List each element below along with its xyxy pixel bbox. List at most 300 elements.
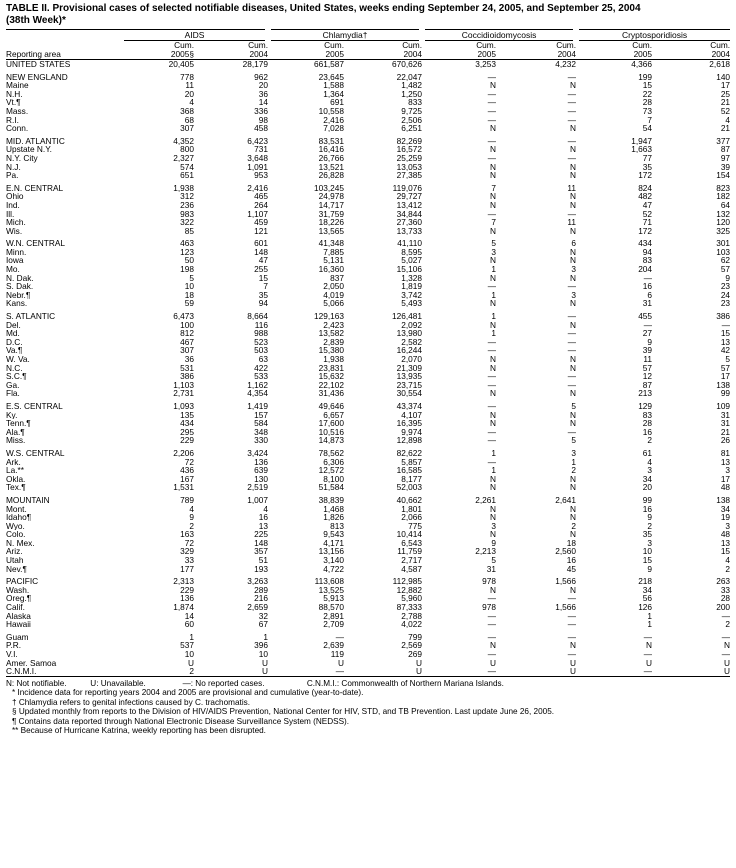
- value-cell: 467: [180, 337, 194, 347]
- value-cell: 978: [482, 577, 497, 586]
- reporting-area-cell: Md.: [6, 329, 20, 338]
- value-cell: 2: [647, 436, 653, 445]
- footnote: § Updated monthly from reports to the Division of HIV/AIDS Prevention, National Center for HIV, STD, and TB Prevention. Last update June 26, 2005.: [12, 707, 555, 717]
- table-row: [6, 124, 730, 133]
- value-cell: 1,093: [173, 401, 194, 411]
- value-cell: 434: [638, 239, 653, 248]
- header-corner: [6, 30, 124, 41]
- value-cell: 368: [180, 106, 194, 116]
- table-row: [6, 556, 730, 565]
- value-cell: —: [487, 401, 497, 411]
- value-cell: 9: [647, 513, 653, 522]
- table-body: [6, 60, 730, 677]
- value-cell: 49,646: [318, 401, 344, 411]
- value-cell: 2,560: [555, 547, 577, 557]
- value-cell: U: [344, 667, 422, 676]
- table-row: [6, 364, 730, 373]
- reporting-area-cell: C.N.M.I.: [6, 667, 124, 676]
- reporting-area-cell: Mich.: [6, 218, 26, 227]
- value-cell: 4: [263, 504, 268, 514]
- table-row: [6, 381, 730, 390]
- column-header-line1: Cum.: [632, 40, 653, 50]
- value-cell: 9: [647, 564, 653, 574]
- value-cell: N: [570, 247, 577, 257]
- value-cell: 1,531: [173, 483, 194, 492]
- table-row: [6, 667, 730, 676]
- column-header: [496, 41, 576, 60]
- table-row: [6, 73, 730, 82]
- value-cell: 983: [180, 209, 194, 219]
- value-cell: 10: [184, 650, 194, 659]
- value-cell: 40,662: [396, 495, 423, 505]
- value-cell: 9,725: [401, 106, 423, 116]
- value-cell: 20,405: [168, 59, 194, 69]
- group-header-row: [6, 30, 730, 41]
- value-cell: —: [567, 153, 577, 163]
- value-cell: —: [567, 136, 577, 146]
- table-row: [6, 458, 730, 467]
- reporting-area-cell: Miss.: [6, 436, 26, 445]
- value-cell: U: [490, 658, 497, 668]
- value-cell: N: [570, 226, 577, 236]
- value-cell: 14: [258, 98, 268, 107]
- value-cell: 2: [647, 521, 653, 531]
- value-cell: 2,213: [475, 547, 497, 557]
- column-header-line1: Cum.: [402, 40, 423, 50]
- value-cell: 1,162: [247, 380, 268, 390]
- value-cell: N: [646, 641, 653, 650]
- value-cell: 8,664: [247, 312, 268, 321]
- value-cell: 85: [184, 226, 194, 236]
- table-row: [6, 522, 730, 531]
- value-cell: 57: [642, 363, 653, 373]
- value-cell: —: [721, 632, 731, 642]
- value-cell: 15: [642, 556, 653, 565]
- reporting-area-cell: N. Dak.: [6, 273, 34, 283]
- value-cell: 135: [180, 410, 194, 420]
- value-cell: 47: [642, 200, 653, 210]
- reporting-area-cell: Wash.: [6, 585, 30, 595]
- value-cell: —: [487, 620, 497, 629]
- value-cell: 9: [725, 273, 731, 283]
- value-cell: 34: [642, 585, 653, 595]
- value-cell: 978: [482, 603, 497, 612]
- table-row: [6, 483, 730, 492]
- column-header-line1: Cum.: [556, 40, 577, 50]
- value-cell: 5,131: [323, 256, 344, 266]
- value-cell: —: [567, 380, 577, 390]
- value-cell: 459: [254, 218, 268, 227]
- value-cell: —: [643, 320, 653, 330]
- value-cell: 43,374: [396, 401, 423, 411]
- value-cell: 27,385: [396, 171, 423, 180]
- column-header: [422, 41, 496, 60]
- value-cell: 36: [184, 355, 194, 364]
- value-cell: —: [567, 620, 577, 629]
- value-cell: 13,521: [318, 162, 344, 172]
- value-cell: 691: [330, 98, 344, 107]
- value-cell: 15: [720, 547, 731, 557]
- value-cell: 17: [720, 474, 731, 484]
- column-header-line2: 2005: [633, 49, 653, 59]
- reporting-area-cell: Alaska: [6, 611, 31, 621]
- value-cell: 25,259: [396, 153, 423, 163]
- value-cell: 236: [180, 200, 194, 210]
- table-row: [6, 389, 730, 398]
- column-header-line2: 2005§: [170, 49, 194, 59]
- value-cell: 7: [491, 218, 497, 227]
- value-cell: —: [721, 320, 731, 330]
- value-cell: 97: [720, 153, 731, 163]
- value-cell: 325: [716, 226, 731, 236]
- value-cell: 3,253: [475, 59, 497, 69]
- value-cell: 11: [643, 355, 653, 364]
- value-cell: 15,380: [318, 346, 344, 355]
- value-cell: 6: [571, 239, 577, 248]
- table-row: [6, 256, 730, 265]
- value-cell: U: [338, 658, 344, 668]
- reporting-area-cell: Hawaii: [6, 620, 31, 629]
- reporting-area-cell: Pa.: [6, 171, 19, 180]
- value-cell: 16: [642, 282, 653, 291]
- value-cell: 94: [642, 247, 653, 257]
- value-cell: —: [487, 72, 497, 82]
- value-cell: 18,226: [318, 218, 344, 227]
- value-cell: N: [490, 363, 497, 373]
- value-cell: 28,179: [242, 59, 268, 69]
- value-cell: 35: [258, 290, 268, 300]
- table-row: [6, 565, 730, 574]
- value-cell: 45: [566, 564, 577, 574]
- value-cell: 269: [408, 650, 423, 659]
- value-cell: N: [490, 192, 497, 201]
- value-cell: 148: [254, 247, 268, 257]
- value-cell: 778: [180, 72, 194, 82]
- value-cell: 13,935: [396, 372, 423, 381]
- value-cell: —: [567, 282, 577, 291]
- value-cell: 1: [491, 329, 497, 338]
- table-row: [6, 282, 730, 291]
- reporting-area-cell: R.I.: [6, 115, 19, 125]
- reporting-area-cell: Ga.: [6, 380, 20, 390]
- value-cell: 7,028: [323, 124, 344, 133]
- table-row: [6, 274, 730, 283]
- value-cell: 13: [720, 538, 731, 548]
- value-cell: 823: [716, 183, 731, 193]
- value-cell: 6,423: [247, 136, 268, 146]
- value-cell: N: [570, 474, 577, 484]
- value-cell: 27,360: [396, 218, 423, 227]
- value-cell: 2,569: [401, 641, 423, 650]
- value-cell: 163: [180, 530, 194, 539]
- value-cell: 83: [642, 256, 653, 266]
- value-cell: 59: [184, 299, 194, 309]
- reporting-area-cell: Nebr.¶: [6, 290, 31, 300]
- value-cell: 20: [642, 483, 653, 492]
- reporting-area-cell: W.S. CENTRAL: [6, 448, 65, 458]
- value-cell: 54: [642, 124, 653, 133]
- value-cell: 24: [720, 290, 731, 300]
- value-cell: —: [643, 273, 653, 283]
- value-cell: 109: [716, 401, 731, 411]
- value-cell: N: [570, 320, 577, 330]
- value-cell: 73: [642, 106, 653, 116]
- reporting-area-cell: Amer. Samoa: [6, 658, 57, 668]
- table-row: [6, 98, 730, 107]
- value-cell: 61: [642, 448, 653, 458]
- value-cell: 27: [642, 329, 653, 338]
- value-cell: 13,412: [396, 200, 423, 210]
- value-cell: 48: [720, 530, 731, 539]
- value-cell: 121: [254, 226, 268, 236]
- value-cell: 396: [254, 641, 268, 650]
- value-cell: U: [570, 658, 577, 668]
- value-cell: 16,360: [318, 265, 344, 274]
- value-cell: 1,819: [401, 282, 423, 291]
- table-footer: [6, 679, 730, 736]
- value-cell: 23: [720, 299, 731, 309]
- value-cell: 198: [180, 265, 194, 274]
- value-cell: 15,106: [396, 265, 423, 274]
- value-cell: —: [268, 667, 344, 676]
- value-cell: 503: [254, 346, 268, 355]
- value-cell: 5: [725, 355, 731, 364]
- value-cell: —: [487, 594, 497, 604]
- footnote: ** Because of Hurricane Katrina, weekly reporting has been disrupted.: [12, 726, 266, 736]
- value-cell: 533: [254, 372, 268, 381]
- value-cell: 13: [720, 457, 731, 467]
- value-cell: 4: [647, 457, 653, 467]
- column-header-line2: 2004: [557, 49, 577, 59]
- value-cell: 523: [254, 337, 268, 347]
- value-cell: 23: [720, 282, 731, 291]
- reporting-area-cell: Mass.: [6, 106, 29, 116]
- legend-not-notifiable: N: Not notifiable.: [6, 678, 67, 688]
- value-cell: 11: [567, 218, 577, 227]
- value-cell: 2,641: [555, 495, 577, 505]
- value-cell: 28: [642, 98, 653, 107]
- value-cell: 33: [720, 585, 731, 595]
- value-cell: N: [570, 641, 577, 650]
- reporting-area-cell: E.N. CENTRAL: [6, 183, 64, 193]
- value-cell: 2: [571, 521, 577, 531]
- value-cell: N: [570, 192, 577, 201]
- value-cell: 38,839: [318, 495, 344, 505]
- value-cell: 8,595: [401, 247, 423, 257]
- value-cell: 962: [254, 72, 268, 82]
- value-cell: 3: [647, 466, 653, 475]
- value-cell: 129: [638, 401, 653, 411]
- table-row: [6, 475, 730, 484]
- value-cell: N: [570, 124, 577, 133]
- value-cell: N: [490, 355, 497, 364]
- value-cell: —: [567, 594, 577, 604]
- reporting-area-cell: Colo.: [6, 530, 26, 539]
- value-cell: 2,206: [173, 448, 194, 458]
- value-cell: 601: [254, 239, 268, 248]
- table-row: [6, 90, 730, 99]
- value-cell: N: [490, 513, 497, 522]
- value-cell: 799: [408, 632, 423, 642]
- value-cell: 229: [180, 436, 194, 445]
- value-cell: 18: [184, 290, 194, 300]
- value-cell: 2: [571, 466, 577, 475]
- value-cell: 99: [720, 389, 731, 398]
- value-cell: 172: [638, 226, 653, 236]
- value-cell: 1,588: [323, 81, 344, 90]
- value-cell: 22,102: [318, 380, 344, 390]
- table-row: [6, 419, 730, 428]
- value-cell: 2,659: [247, 603, 268, 612]
- value-cell: 5: [189, 273, 194, 283]
- value-cell: 51,584: [318, 483, 344, 492]
- reporting-area-cell: Conn.: [6, 124, 29, 133]
- value-cell: N: [570, 483, 577, 492]
- value-cell: 789: [180, 495, 194, 505]
- column-header: [194, 41, 268, 60]
- value-cell: 15,632: [318, 372, 344, 381]
- reporting-area-cell: Del.: [6, 320, 21, 330]
- value-cell: 28: [642, 419, 653, 428]
- value-cell: N: [570, 513, 577, 522]
- reporting-area-cell: Fla.: [6, 389, 20, 398]
- value-cell: 2,709: [323, 620, 344, 629]
- value-cell: 336: [254, 106, 268, 116]
- value-cell: 13: [258, 521, 268, 531]
- table-row: [6, 547, 730, 556]
- value-cell: 10,558: [318, 106, 344, 116]
- value-cell: 132: [716, 209, 731, 219]
- table-row: [6, 248, 730, 257]
- value-cell: 4,019: [323, 290, 344, 300]
- footnote: * Incidence data for reporting years 2004 and 2005 are provisional and cumulative (year-to-date).: [12, 688, 364, 698]
- reporting-area-cell: Maine: [6, 81, 29, 90]
- column-header-line2: 2005: [325, 49, 344, 59]
- value-cell: 2,788: [401, 611, 423, 621]
- value-cell: 103: [716, 247, 731, 257]
- value-cell: 2,582: [401, 337, 423, 347]
- value-cell: 20: [184, 89, 194, 99]
- table-row: [6, 184, 730, 193]
- value-cell: 574: [180, 162, 194, 172]
- column-header-line1: Cum.: [324, 40, 344, 50]
- value-cell: 13,053: [396, 162, 423, 172]
- reporting-area-cell: Ariz.: [6, 547, 23, 557]
- value-cell: 154: [716, 171, 731, 180]
- value-cell: —: [567, 650, 577, 659]
- value-cell: 312: [180, 192, 194, 201]
- value-cell: U: [646, 658, 653, 668]
- value-cell: 112,985: [392, 577, 423, 586]
- value-cell: —: [335, 632, 344, 642]
- table-row: [6, 210, 730, 219]
- value-cell: 68: [184, 115, 194, 125]
- value-cell: N: [490, 171, 497, 180]
- value-cell: 377: [716, 136, 731, 146]
- value-cell: 2,519: [247, 483, 268, 492]
- value-cell: 1,103: [173, 380, 194, 390]
- value-cell: 3,424: [247, 448, 268, 458]
- value-cell: —: [487, 106, 497, 116]
- table-row: [6, 60, 730, 69]
- value-cell: 1,419: [247, 401, 268, 411]
- column-header-line1: Cum.: [174, 40, 194, 50]
- value-cell: 14,717: [318, 200, 344, 210]
- value-cell: 357: [254, 547, 268, 557]
- column-header: [124, 41, 194, 60]
- value-cell: 2,423: [323, 320, 344, 330]
- value-cell: U: [724, 658, 731, 668]
- value-cell: 39: [720, 162, 731, 172]
- table-row: [6, 620, 730, 629]
- value-cell: 824: [638, 183, 653, 193]
- value-cell: 100: [180, 320, 194, 330]
- value-cell: 1: [491, 448, 497, 458]
- value-cell: 13,582: [318, 329, 344, 338]
- table-row: [6, 466, 730, 475]
- value-cell: —: [487, 98, 497, 107]
- value-cell: 34: [642, 474, 653, 484]
- value-cell: 2: [725, 564, 731, 574]
- value-cell: —: [567, 106, 577, 116]
- value-cell: 1: [647, 611, 653, 621]
- value-cell: 2,327: [173, 153, 194, 163]
- value-cell: 1,482: [401, 81, 423, 90]
- value-cell: U: [652, 667, 730, 676]
- column-header-line1: Cum.: [248, 40, 268, 50]
- value-cell: 10: [258, 650, 268, 659]
- value-cell: 81: [720, 448, 731, 458]
- value-cell: 23,645: [318, 72, 344, 82]
- value-cell: —: [487, 282, 497, 291]
- value-cell: 3: [491, 521, 497, 531]
- value-cell: 67: [258, 620, 268, 629]
- value-cell: 136: [254, 457, 268, 467]
- value-cell: 119,076: [392, 183, 423, 193]
- value-cell: 13,525: [318, 585, 344, 595]
- value-cell: 1: [491, 290, 497, 300]
- value-cell: 21: [720, 124, 731, 133]
- value-cell: 1,663: [631, 145, 653, 154]
- reporting-area-cell: Okla.: [6, 474, 26, 484]
- value-cell: 25: [720, 89, 731, 99]
- value-cell: 26,828: [318, 171, 344, 180]
- value-cell: 584: [254, 419, 268, 428]
- value-cell: 3,648: [247, 153, 268, 163]
- value-cell: 837: [330, 273, 344, 283]
- table-row: [6, 586, 730, 595]
- value-cell: 103,245: [314, 183, 344, 193]
- value-cell: N: [490, 410, 497, 420]
- value-cell: 465: [254, 192, 268, 201]
- value-cell: 87: [642, 380, 653, 390]
- value-cell: 255: [254, 265, 268, 274]
- value-cell: 1: [491, 312, 497, 321]
- value-cell: 301: [716, 239, 731, 248]
- value-cell: 7: [263, 282, 268, 291]
- value-cell: 17: [720, 81, 731, 90]
- value-cell: 130: [254, 474, 268, 484]
- value-cell: 120: [716, 218, 731, 227]
- table-row: [6, 145, 730, 154]
- table-row: [6, 265, 730, 274]
- table-subtitle: (38th Week)*: [6, 14, 66, 26]
- reporting-area-cell: S. Dak.: [6, 282, 34, 291]
- value-cell: 2,313: [173, 577, 194, 586]
- footnotes: [6, 688, 730, 736]
- value-cell: 218: [638, 577, 653, 586]
- table-row: [6, 201, 730, 210]
